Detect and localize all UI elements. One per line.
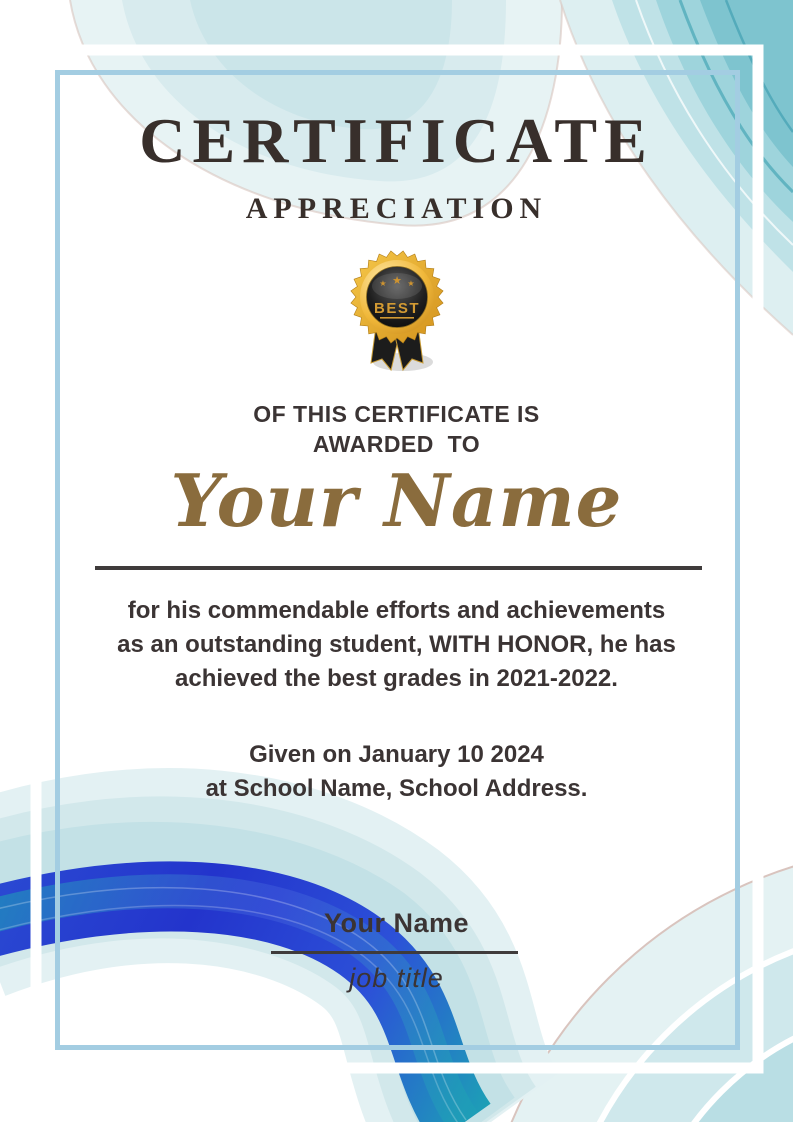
body-line-2: as an outstanding student, WITH HONOR, he has: [117, 631, 676, 658]
svg-text:★: ★: [391, 274, 402, 287]
signature-name: Your Name: [323, 908, 470, 938]
given-line-1: Given on January 10 2024: [249, 741, 544, 768]
given-statement: [0, 738, 793, 806]
body-line-3: achieved the best grades in 2021-2022.: [175, 665, 618, 692]
awarded-statement: [0, 399, 793, 459]
badge-label-underline: [380, 317, 414, 319]
svg-text:★: ★: [378, 279, 387, 288]
recipient-name: Your Name: [170, 458, 623, 543]
badge-label: BEST: [373, 300, 420, 317]
body-line-1: for his commendable efforts and achievements: [127, 597, 666, 624]
svg-text:★: ★: [406, 279, 415, 288]
awarded-line-2: AWARDED TO: [312, 431, 481, 457]
signature-line: [271, 951, 518, 954]
certificate-title: CERTIFICATE: [139, 105, 654, 176]
signature-job-title: job title: [349, 963, 444, 993]
best-badge-wrap: [0, 250, 793, 379]
awarded-line-1: OF THIS CERTIFICATE IS: [253, 401, 540, 427]
certificate-subtitle: APPRECIATION: [245, 192, 548, 225]
given-line-2: at School Name, School Address.: [205, 775, 588, 802]
name-divider-line: [95, 566, 702, 570]
body-statement: [0, 594, 793, 696]
best-badge-icon: [347, 250, 447, 374]
